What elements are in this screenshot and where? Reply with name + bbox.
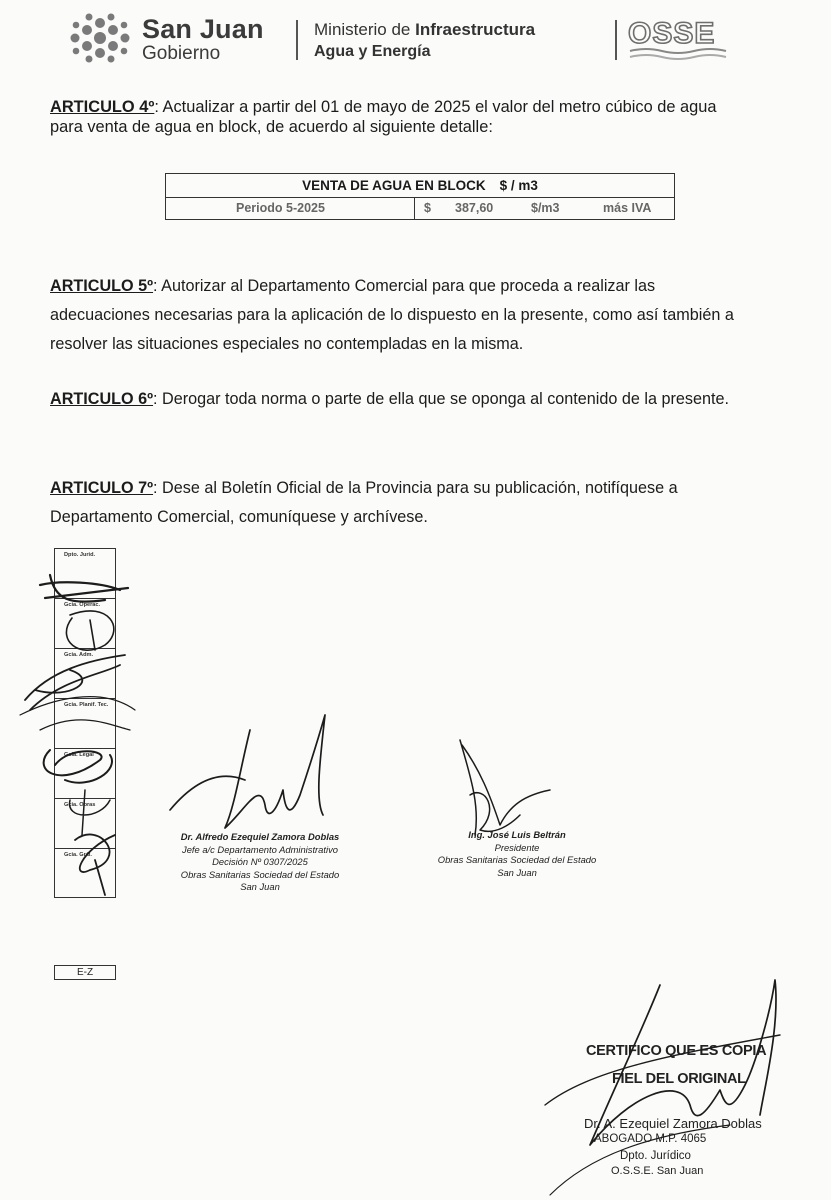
control-box: Dpto. Jurid.: [55, 549, 115, 599]
control-box: Gcia. Adm.: [55, 649, 115, 699]
ministry-line-1: Ministerio de Infraestructura: [314, 20, 536, 39]
ministry-line-2: Agua y Energía: [314, 43, 431, 60]
control-box: Gcia. Operac.: [55, 599, 115, 649]
cert-line-2: FIEL DEL ORIGINAL: [612, 1071, 746, 1087]
ez-reference-box: E-Z: [54, 965, 116, 980]
article-4: ARTICULO 4º: Actualizar a partir del 01 de mayo de 2025 el valor del metro cúbico de agua para venta de agua en block, de acuerdo al siguiente detalle:: [50, 98, 717, 136]
control-box: Gcia. Obras: [55, 799, 115, 849]
cert-line-5: Dpto. Jurídico: [620, 1150, 691, 1162]
control-box: Gcia. Planif. Tec.: [55, 699, 115, 749]
signature-left: [165, 710, 340, 835]
brand-name: San Juan: [142, 14, 264, 44]
currency-cell: $: [424, 201, 431, 215]
unit-cell: $/m3: [531, 201, 560, 215]
article-6: ARTICULO 6º: Derogar toda norma o parte de ella que se oponga al contenido de la presente.: [50, 390, 729, 408]
cert-line-1: CERTIFICO QUE ES COPIA: [586, 1043, 767, 1059]
signature-left-text: Dr. Alfredo Ezequiel Zamora Doblas Jefe a/c Departamento Administrativo Decisión Nº 0307/2025 Obras Sanitarias Sociedad del Estado San Juan: [180, 831, 340, 893]
article-5: ARTICULO 5º: Autorizar al Departamento Comercial para que proceda a realizar las adecuaciones necesarias para la aplicación de lo dispuesto en la presente, como así también a resolver las situaciones especiales no contempladas en la misma.: [50, 277, 734, 353]
signature-right-text: Ing. José Luis Beltrán Presidente Obras Sanitarias Sociedad del Estado San Juan: [437, 829, 597, 878]
cert-line-6: O.S.S.E. San Juan: [611, 1165, 704, 1177]
article-7: ARTICULO 7º: Dese al Boletín Oficial de la Provincia para su publicación, notifíquese a Departamento Comercial, comuníquese y archívese.: [50, 479, 678, 526]
cert-line-4: ABOGADO M.P. 4065: [594, 1133, 707, 1145]
san-juan-logo-icon: [66, 12, 134, 64]
control-box: Gcia. Legal: [55, 749, 115, 799]
signature-certification: [530, 975, 800, 1195]
control-box: Gcia. Grál.: [64, 852, 92, 858]
amount-cell: 387,60: [455, 201, 494, 215]
header-divider: [296, 20, 298, 60]
price-table-row: [166, 197, 674, 219]
price-table-header: VENTA DE AGUA EN BLOCK $ / m3: [166, 174, 674, 198]
initials-scribbles: [10, 560, 140, 900]
tax-cell: más IVA: [603, 201, 652, 215]
svg-text:OSSE: OSSE: [628, 17, 716, 50]
price-table: [165, 173, 675, 220]
header-divider: [615, 20, 617, 60]
brand-subtitle: Gobierno: [142, 43, 221, 64]
period-cell: Periodo 5-2025: [236, 201, 325, 215]
osse-logo: [626, 14, 732, 64]
cert-line-3: Dr. A. Ezequiel Zamora Doblas: [584, 1116, 762, 1131]
